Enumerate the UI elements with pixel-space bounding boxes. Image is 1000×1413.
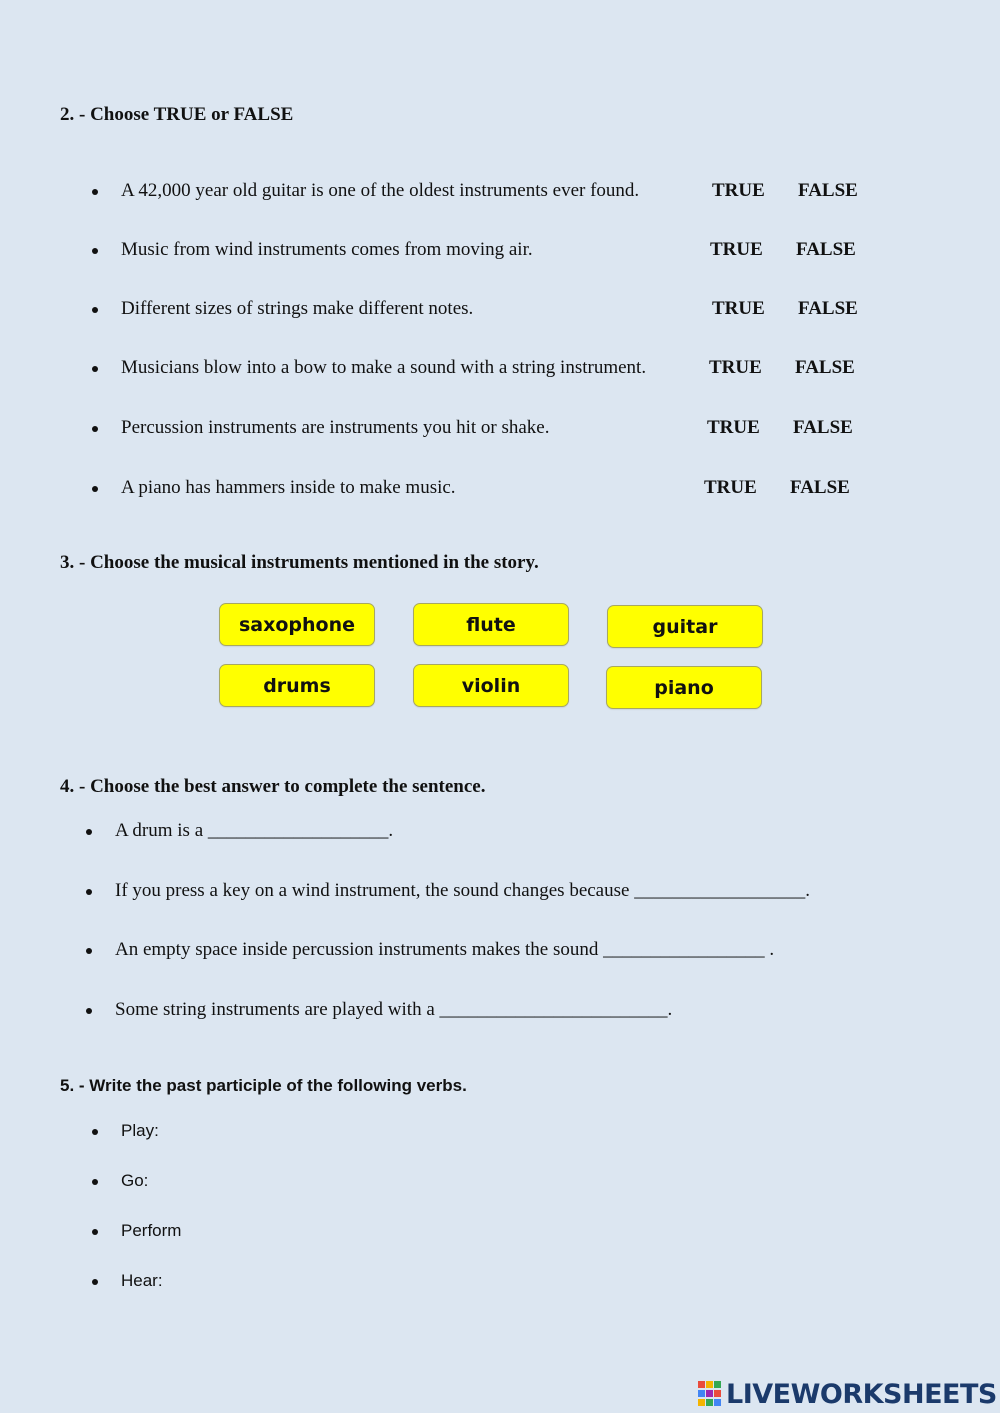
statement-2: Music from wind instruments comes from moving air. <box>121 239 533 260</box>
bullet-icon <box>92 1229 98 1235</box>
true-option-3[interactable]: TRUE <box>712 298 765 319</box>
bullet-icon <box>86 948 92 954</box>
bullet-icon <box>92 486 98 492</box>
section-4-heading: 4. - Choose the best answer to complete the sentence. <box>60 776 486 797</box>
bullet-icon <box>86 889 92 895</box>
true-option-5[interactable]: TRUE <box>707 417 760 438</box>
verb-play[interactable]: Play: <box>121 1121 159 1140</box>
choice-guitar[interactable]: guitar <box>607 605 763 648</box>
bullet-icon <box>86 1008 92 1014</box>
sentence-4[interactable]: Some string instruments are played with a ________________________. <box>115 999 673 1020</box>
choice-violin[interactable]: violin <box>413 664 569 707</box>
logo-text: LIVEWORKSHEETS <box>726 1378 997 1410</box>
choice-drums[interactable]: drums <box>219 664 375 707</box>
sentence-2[interactable]: If you press a key on a wind instrument, the sound changes because __________________. <box>115 880 810 901</box>
bullet-icon <box>92 307 98 313</box>
sentence-1[interactable]: A drum is a ___________________. <box>115 820 394 841</box>
false-option-6[interactable]: FALSE <box>790 477 850 498</box>
bullet-icon <box>92 426 98 432</box>
bullet-icon <box>92 1179 98 1185</box>
bullet-icon <box>92 366 98 372</box>
section-2-heading: 2. - Choose TRUE or FALSE <box>60 104 294 125</box>
choice-piano[interactable]: piano <box>606 666 762 709</box>
bullet-icon <box>92 189 98 195</box>
bullet-icon <box>92 1129 98 1135</box>
sentence-3[interactable]: An empty space inside percussion instruments makes the sound _________________ . <box>115 939 775 960</box>
false-option-5[interactable]: FALSE <box>793 417 853 438</box>
true-option-6[interactable]: TRUE <box>704 477 757 498</box>
statement-4: Musicians blow into a bow to make a sound with a string instrument. <box>121 357 647 378</box>
statement-5: Percussion instruments are instruments you hit or shake. <box>121 417 550 438</box>
true-option-4[interactable]: TRUE <box>709 357 762 378</box>
choice-saxophone[interactable]: saxophone <box>219 603 375 646</box>
true-option-2[interactable]: TRUE <box>710 239 763 260</box>
true-option-1[interactable]: TRUE <box>712 180 765 201</box>
verb-go[interactable]: Go: <box>121 1171 149 1190</box>
bullet-icon <box>92 248 98 254</box>
liveworksheets-logo <box>698 1378 997 1410</box>
verb-hear[interactable]: Hear: <box>121 1271 163 1290</box>
bullet-icon <box>86 829 92 835</box>
statement-1: A 42,000 year old guitar is one of the oldest instruments ever found. <box>121 180 640 201</box>
logo-mark-icon <box>698 1381 722 1407</box>
bullet-icon <box>92 1279 98 1285</box>
verb-perform[interactable]: Perform <box>121 1221 182 1240</box>
false-option-2[interactable]: FALSE <box>796 239 856 260</box>
section-3-heading: 3. - Choose the musical instruments mentioned in the story. <box>60 552 539 573</box>
choice-flute[interactable]: flute <box>413 603 569 646</box>
false-option-3[interactable]: FALSE <box>798 298 858 319</box>
section-5-heading: 5. - Write the past participle of the following verbs. <box>60 1076 467 1095</box>
statement-3: Different sizes of strings make different notes. <box>121 298 474 319</box>
false-option-4[interactable]: FALSE <box>795 357 855 378</box>
statement-6: A piano has hammers inside to make music. <box>121 477 456 498</box>
false-option-1[interactable]: FALSE <box>798 180 858 201</box>
